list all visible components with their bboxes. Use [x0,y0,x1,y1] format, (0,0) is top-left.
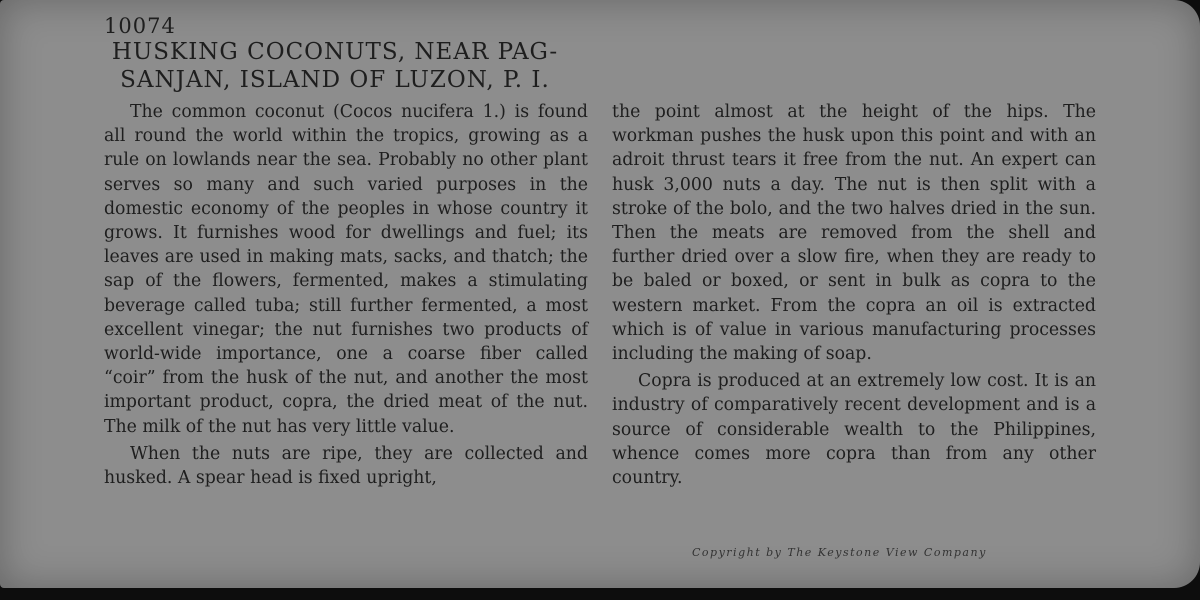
dark-background-strip [0,588,1200,600]
left-paragraph-2: When the nuts are ripe, they are collected and husked. A spear head is fixed upright, [104,443,588,489]
title-line-1: HUSKING COCONUTS, NEAR PAG- [111,39,559,65]
copyright-notice: Copyright by The Keystone View Company [692,546,987,559]
title-line-2: SANJAN, ISLAND OF LUZON, P. I. [120,67,550,93]
right-paragraph-2: Copra is produced at an extremely low cost. It is an industry of comparatively recent development and is a source of considerable wealth to the Philippines, whence comes more copra than from any other country. [612,371,1096,489]
catalog-number: 10074 [104,14,176,38]
left-text-column [104,100,588,490]
left-paragraph-1: The common coconut (Cocos nucifera 1.) is found all round the world within the tropics, growing as a rule on lowlands near the sea. Probably no other plant serves so many and such varied purposes in the domestic economy of the peoples in whose country it grows. It furnishes wood for dwellings and fuel; its leaves are used in making mats, sacks, and thatch; the sap of the flowers, fermented, makes a stimulating beverage called tuba; still further fermented, a most excellent vinegar; the nut furnishes two products of world-wide importance, one a coarse fiber called “coir” from the husk of the nut, and another the most important product, copra, the dried meat of the nut. The milk of the nut has very little value. [104,102,588,437]
right-paragraph-1: the point almost at the height of the hips. The workman pushes the husk upon this point and with an adroit thrust tears it free from the nut. An expert can husk 3,000 nuts a day. The nut is then split with a stroke of the bolo, and the two halves dried in the sun. Then the meats are removed from the shell and further dried over a slow fire, when they are ready to be baled or boxed, or sent in bulk as copra to the western market. From the copra an oil is extracted which is of value in various manufacturing processes including the making of soap. [612,102,1096,365]
card-title [80,38,590,94]
right-text-column [612,100,1096,490]
